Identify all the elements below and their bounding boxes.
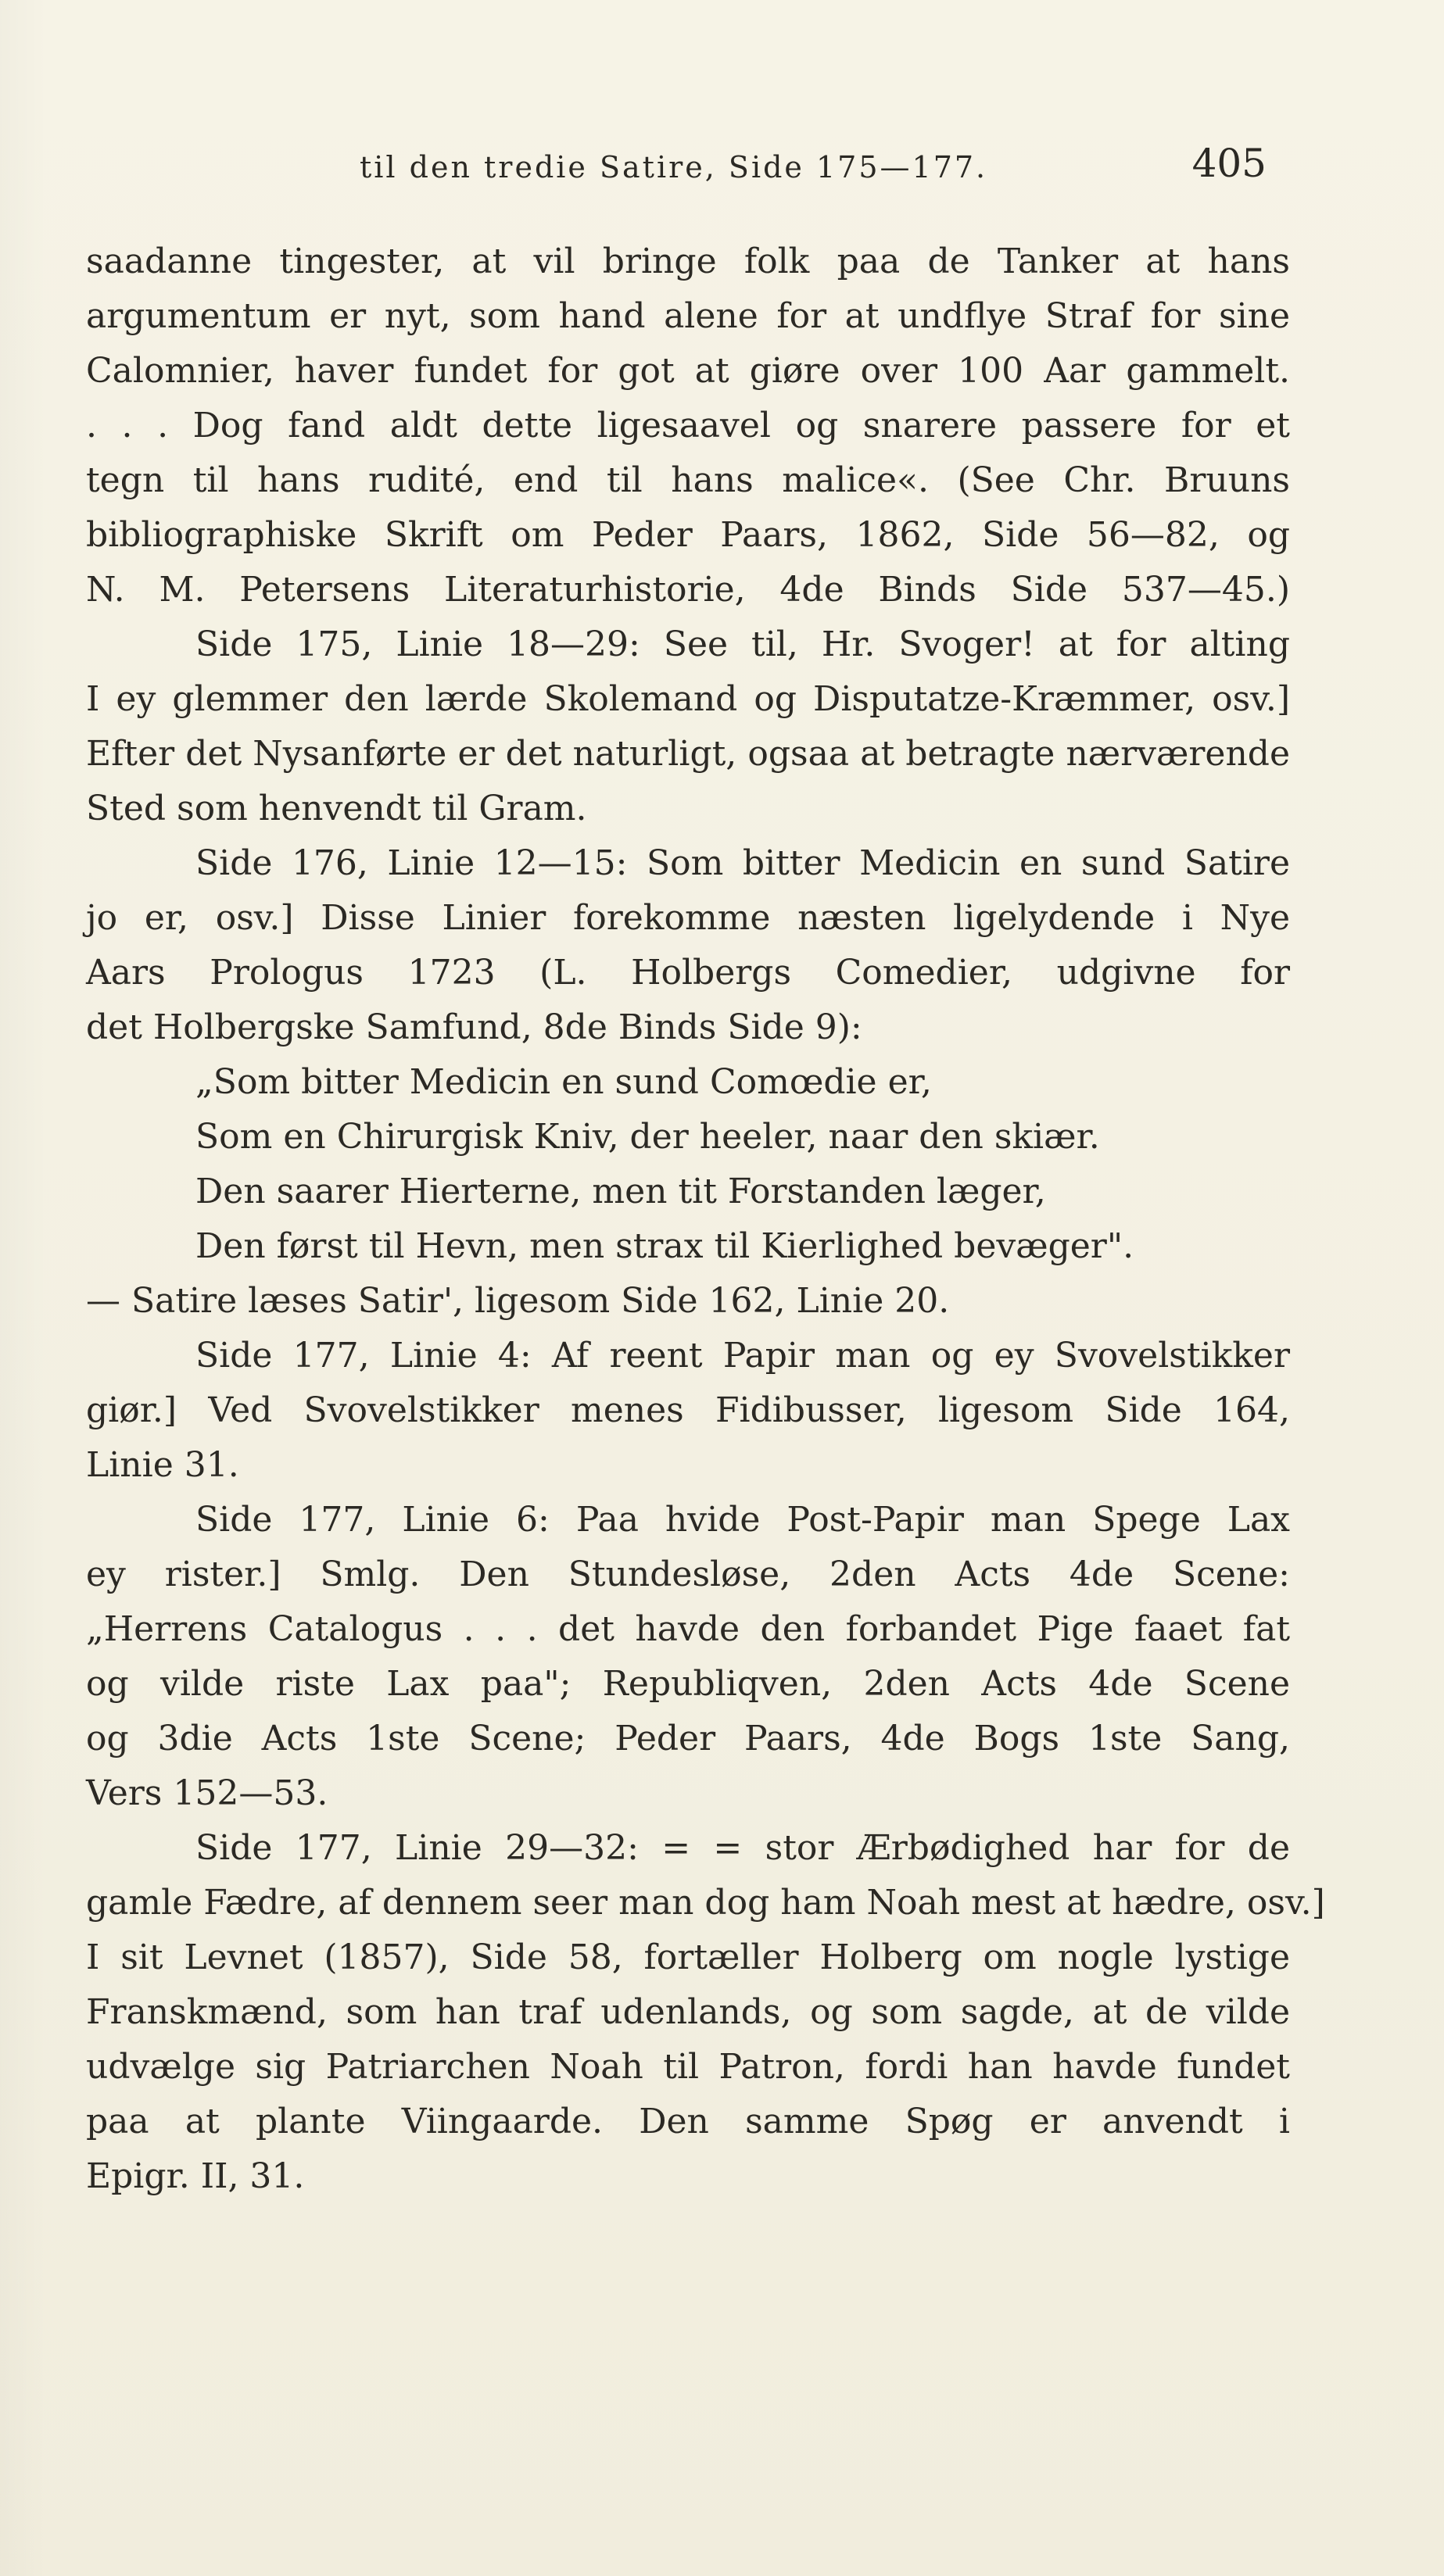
text-line: saadanne tingester, at vil bringe folk paa de Tanker at hans [86,242,1290,281]
text-line: Efter det Nysanførte er det naturligt, ogsaa at betragte nærværende [86,734,1290,774]
text-line: Linie 31. [86,1445,239,1485]
body-text [86,234,1325,2204]
text-line: Epigr. II, 31. [86,2156,305,2196]
text-line: „Herrens Catalogus . . . det havde den forbandet Pige faaet fat [86,1609,1290,1649]
text-line: I sit Levnet (1857), Side 58, fortæller Holberg om nogle lystige [86,1937,1290,1977]
text-line: Sted som henvendt til Gram. [86,789,587,828]
text-line: det Holbergske Samfund, 8de Binds Side 9): [86,1007,862,1047]
page-number: 405 [1191,141,1267,186]
quoted-verse-line: Den først til Hevn, men strax til Kierlighed bevæger". [195,1226,1134,1266]
text-line: paa at plante Viingaarde. Den samme Spøg er anvendt i [86,2102,1290,2141]
text-line: jo er, osv.] Disse Linier forekomme næsten ligelydende i Nye [86,898,1290,938]
text-line: Side 177, Linie 4: Af reent Papir man og ey Svovelstikker [195,1336,1290,1376]
text-line: — Satire læses Satir', ligesom Side 162, Linie 20. [86,1281,950,1321]
text-line: og vilde riste Lax paa"; Republiqven, 2den Acts 4de Scene [86,1664,1290,1704]
text-line: N. M. Petersens Literaturhistorie, 4de Binds Side 537—45.) [86,570,1290,610]
text-line: Franskmænd, som han traf udenlands, og som sagde, at de vilde [86,1992,1290,2032]
text-line: og 3die Acts 1ste Scene; Peder Paars, 4de Bogs 1ste Sang, [86,1719,1290,1758]
text-line: Side 177, Linie 29—32: = = stor Ærbødighed har for de [195,1828,1290,1868]
running-header [86,141,1267,195]
text-line: Vers 152—53. [86,1773,328,1813]
text-line: giør.] Ved Svovelstikker menes Fidibusser, ligesom Side 164, [86,1390,1290,1430]
text-line: Calomnier, haver fundet for got at giøre over 100 Aar gammelt. [86,351,1290,391]
text-line: gamle Fædre, af dennem seer man dog ham Noah mest at hædre, osv.] [86,1883,1325,1923]
text-line: argumentum er nyt, som hand alene for at undflye Straf for sine [86,296,1290,336]
running-title: til den tredie Satire, Side 175—177. [360,150,988,184]
text-line: Side 176, Linie 12—15: Som bitter Medicin en sund Satire [195,843,1290,883]
quoted-verse-line: Som en Chirurgisk Kniv, der heeler, naar den skiær. [195,1117,1100,1157]
text-line: Side 177, Linie 6: Paa hvide Post-Papir man Spege Lax [195,1500,1290,1540]
quoted-verse-line: „Som bitter Medicin en sund Comœdie er, [195,1062,932,1102]
text-line: I ey glemmer den lærde Skolemand og Disputatze-Kræmmer, osv.] [86,679,1290,719]
text-line: tegn til hans rudité, end til hans malice«. (See Chr. Bruuns [86,460,1290,500]
text-line: . . . Dog fand aldt dette ligesaavel og snarere passere for et [86,406,1290,445]
text-line: bibliographiske Skrift om Peder Paars, 1862, Side 56—82, og [86,515,1290,555]
text-line: Aars Prologus 1723 (L. Holbergs Comedier, udgivne for [86,953,1290,993]
text-line: Side 175, Linie 18—29: See til, Hr. Svoger! at for alting [195,624,1290,664]
quoted-verse-line: Den saarer Hierterne, men tit Forstanden læger, [195,1172,1046,1211]
text-line: ey rister.] Smlg. Den Stundesløse, 2den Acts 4de Scene: [86,1555,1290,1594]
text-line: udvælge sig Patriarchen Noah til Patron, fordi han havde fundet [86,2047,1290,2087]
